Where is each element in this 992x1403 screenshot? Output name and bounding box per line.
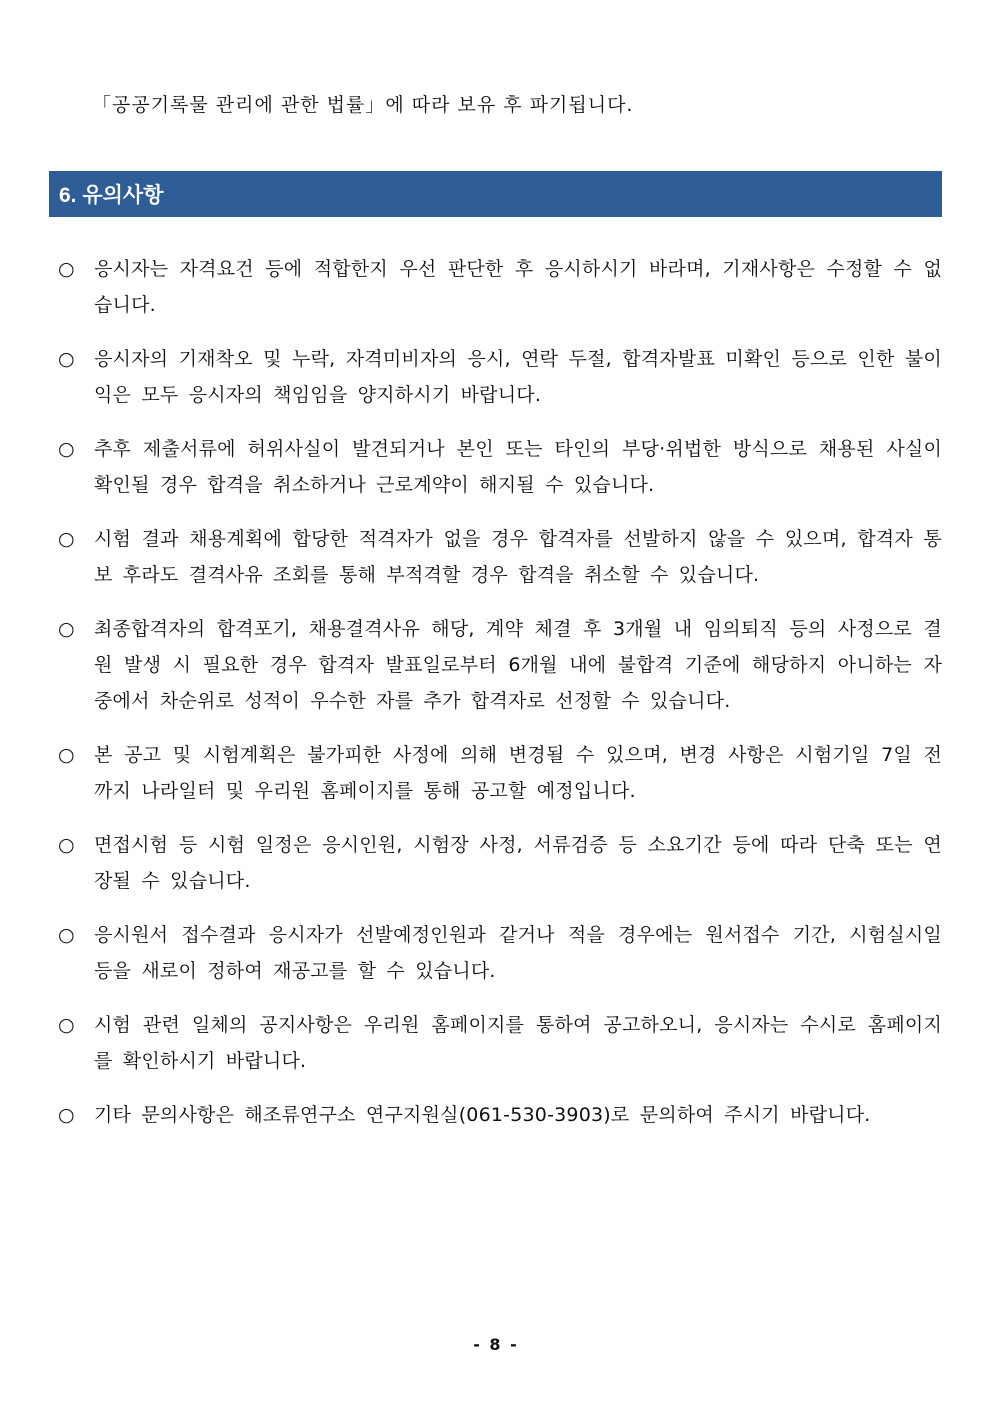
- note-text: 시험 결과 채용계획에 합당한 적격자가 없을 경우 합격자를 선발하지 않을 수 있으며, 합격자 통보 후라도 결격사유 조회를 통해 부적격할 경우 합격을 취소할 수 있습니다.: [94, 528, 942, 586]
- circle-bullet-icon: ○: [58, 528, 75, 550]
- note-text: 면접시험 등 시험 일정은 응시인원, 시험장 사정, 서류검증 등 소요기간 등에 따라 단축 또는 연장될 수 있습니다.: [94, 834, 942, 892]
- circle-bullet-icon: ○: [58, 438, 75, 460]
- circle-bullet-icon: ○: [58, 258, 75, 280]
- note-item: [58, 431, 942, 503]
- note-item: [58, 1007, 942, 1079]
- note-text: 기타 문의사항은 해조류연구소 연구지원실(061-530-3903)로 문의하여 주시기 바랍니다.: [94, 1104, 871, 1126]
- note-item: [58, 737, 942, 809]
- page-number: - 8 -: [473, 1335, 519, 1354]
- circle-bullet-icon: ○: [58, 1014, 75, 1036]
- note-text: 최종합격자의 합격포기, 채용결격사유 해당, 계약 체결 후 3개월 내 임의퇴직 등의 사정으로 결원 발생 시 필요한 경우 합격자 발표일로부터 6개월 내에 불합격 기준에 해당하지 아니하는 자 중에서 차순위로 성적이 우수한 자를 추가 합격자로 선정할 수 있습니다.: [94, 618, 942, 712]
- note-text: 추후 제출서류에 허위사실이 발견되거나 본인 또는 타인의 부당·위법한 방식으로 채용된 사실이 확인될 경우 합격을 취소하거나 근로계약이 해지될 수 있습니다.: [94, 438, 942, 496]
- note-item: [58, 341, 942, 413]
- circle-bullet-icon: ○: [58, 834, 75, 856]
- note-item: [58, 1097, 942, 1133]
- note-text: 응시자는 자격요건 등에 적합한지 우선 판단한 후 응시하시기 바라며, 기재사항은 수정할 수 없습니다.: [94, 258, 942, 316]
- notes-list: [58, 251, 942, 1151]
- note-text: 응시자의 기재착오 및 누락, 자격미비자의 응시, 연락 두절, 합격자발표 미확인 등으로 인한 불이익은 모두 응시자의 책임임을 양지하시기 바랍니다.: [94, 348, 942, 406]
- circle-bullet-icon: ○: [58, 924, 75, 946]
- circle-bullet-icon: ○: [58, 1104, 75, 1126]
- note-text: 응시원서 접수결과 응시자가 선발예정인원과 같거나 적을 경우에는 원서접수 기간, 시험실시일 등을 새로이 정하여 재공고를 할 수 있습니다.: [94, 924, 942, 982]
- intro-text: 「공공기록물 관리에 관한 법률」에 따라 보유 후 파기됩니다.: [92, 94, 634, 116]
- note-item: [58, 827, 942, 899]
- note-text: 본 공고 및 시험계획은 불가피한 사정에 의해 변경될 수 있으며, 변경 사항은 시험기일 7일 전까지 나라일터 및 우리원 홈페이지를 통해 공고할 예정입니다.: [94, 744, 942, 802]
- note-item: [58, 251, 942, 323]
- note-text: 시험 관련 일체의 공지사항은 우리원 홈페이지를 통하여 공고하오니, 응시자는 수시로 홈페이지를 확인하시기 바랍니다.: [94, 1014, 942, 1072]
- circle-bullet-icon: ○: [58, 744, 75, 766]
- note-item: [58, 917, 942, 989]
- circle-bullet-icon: ○: [58, 618, 75, 640]
- circle-bullet-icon: ○: [58, 348, 75, 370]
- section-title: 6. 유의사항: [59, 184, 164, 207]
- note-item: [58, 521, 942, 593]
- note-item: [58, 611, 942, 719]
- section-header: [49, 171, 942, 217]
